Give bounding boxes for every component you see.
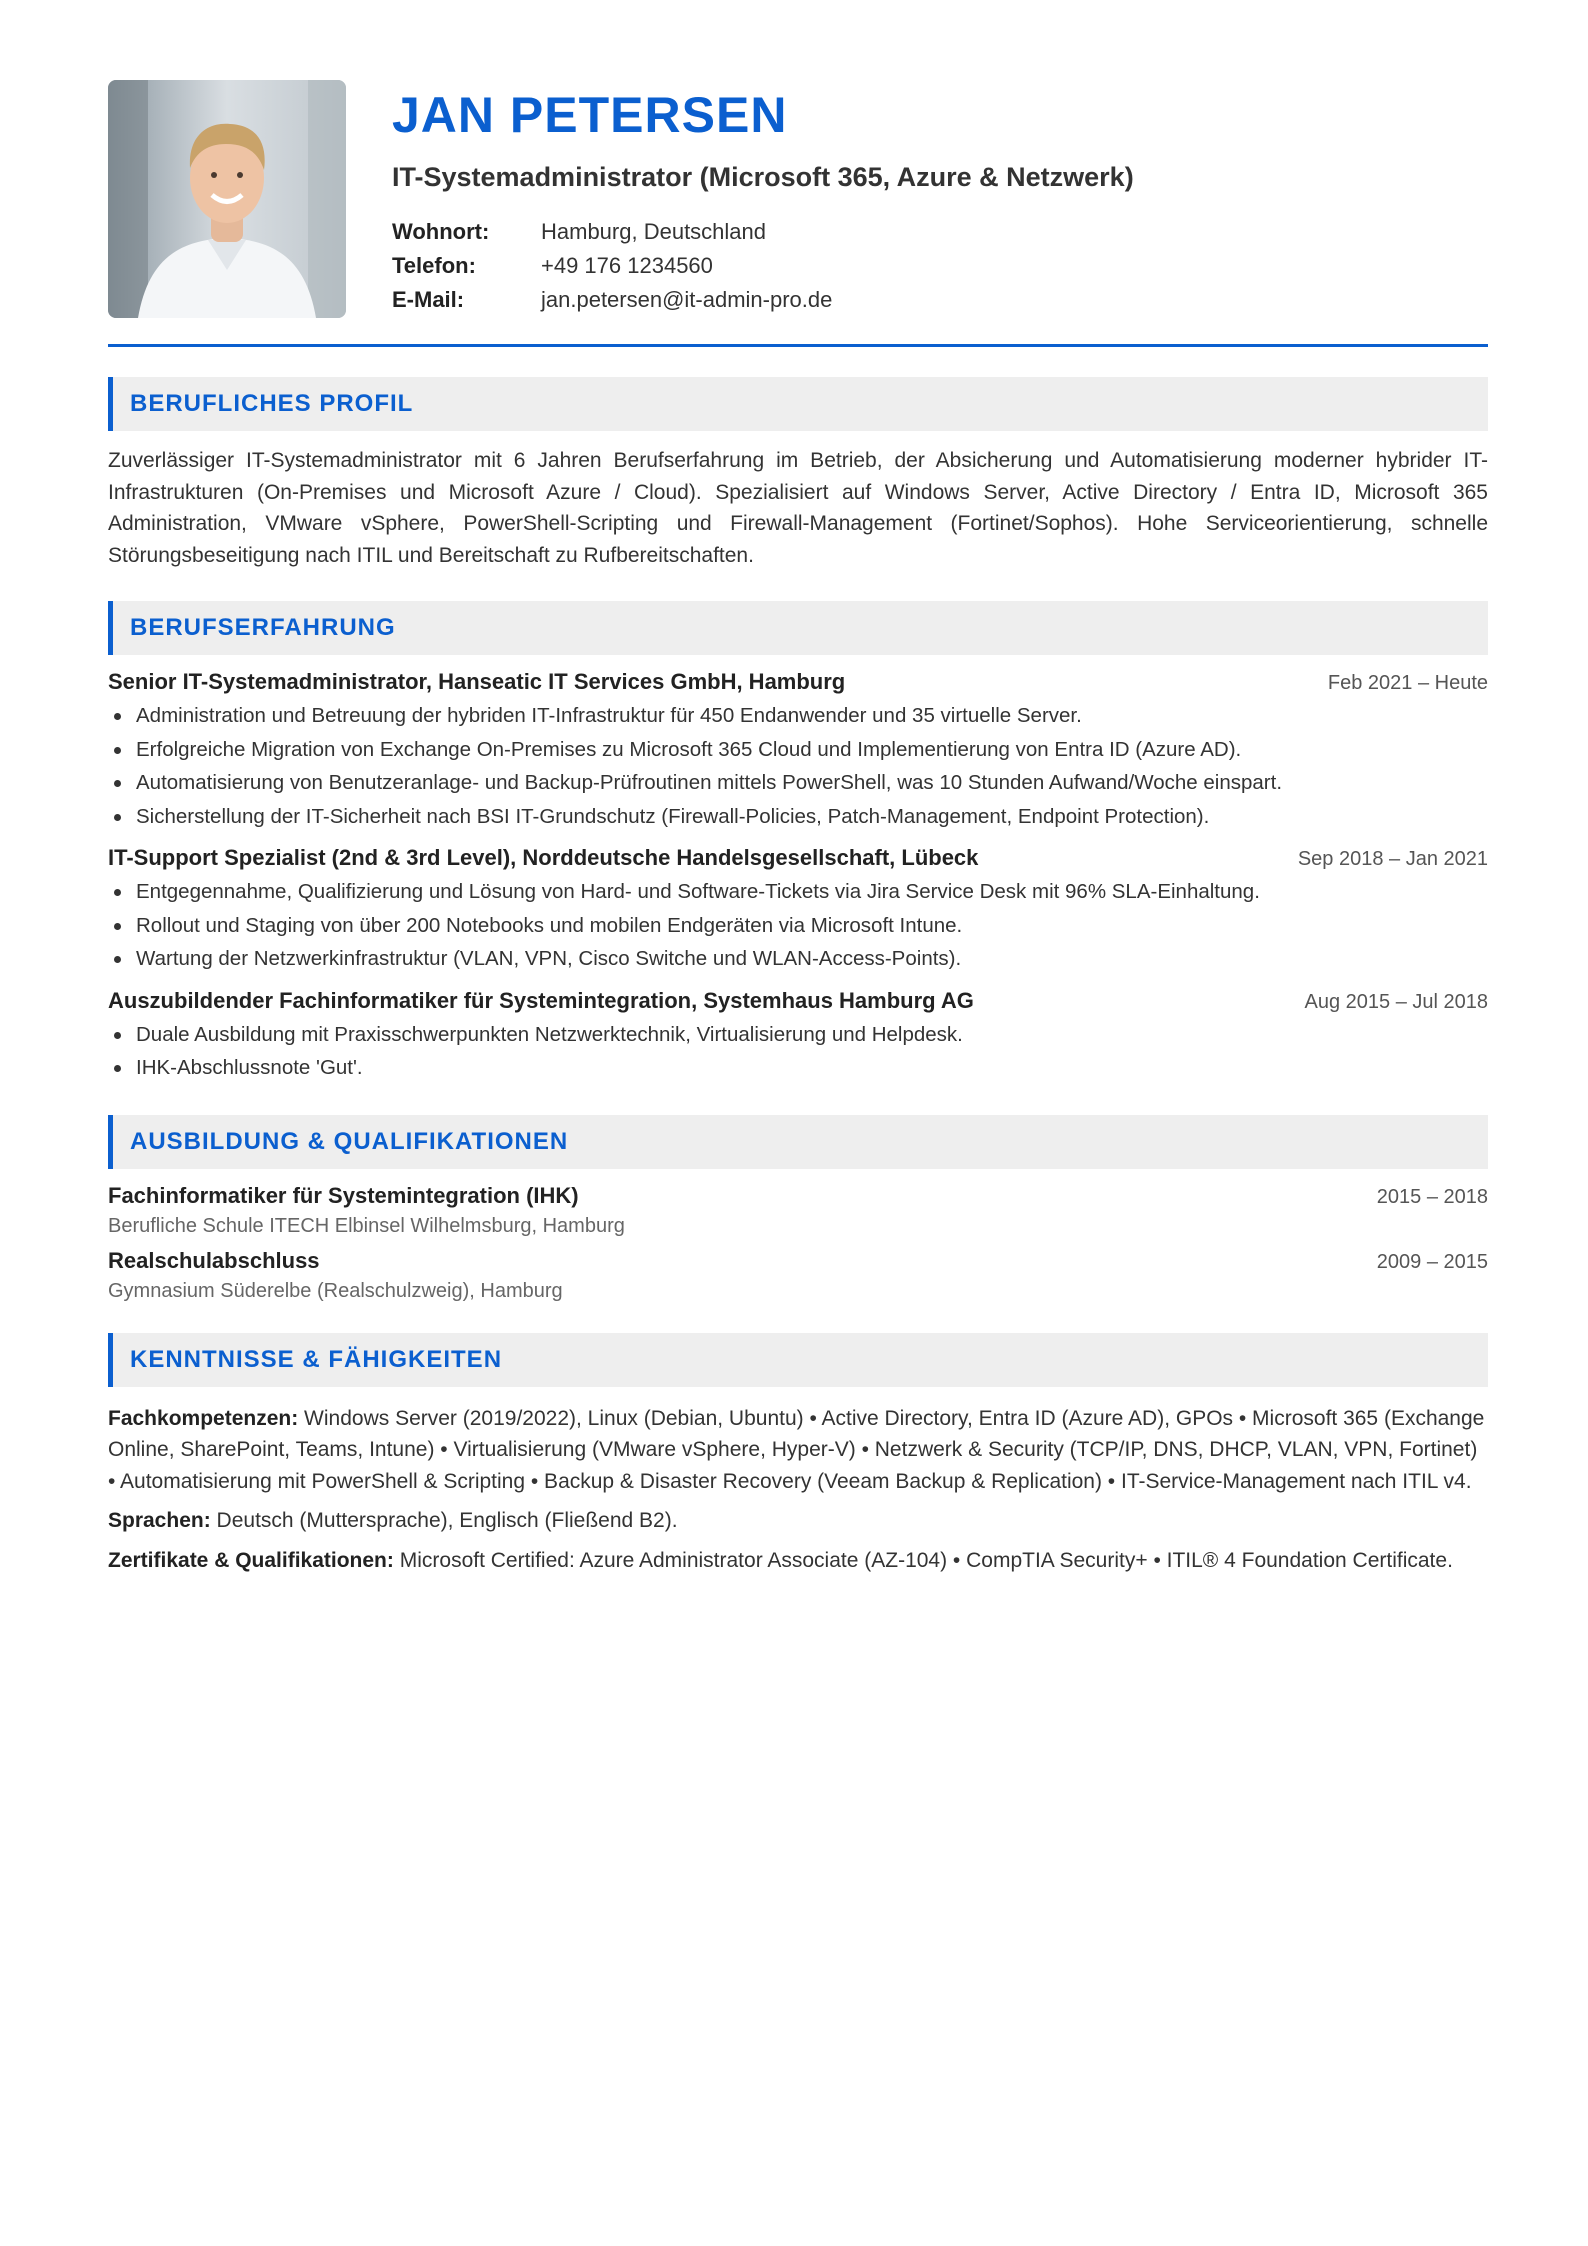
job-entry bbox=[108, 845, 1488, 976]
section-heading-education bbox=[108, 1115, 1488, 1169]
job-bullet-text: Automatisierung von Benutzeranlage- und Backup-Prüfroutinen mittels PowerShell, was 10 Stunden Aufwand/Woche einspart. bbox=[136, 771, 1283, 794]
education-date: 2015 – 2018 bbox=[1376, 1185, 1488, 1208]
phone-value: +49 176 1234560 bbox=[541, 253, 713, 278]
job-date: Aug 2015 – Jul 2018 bbox=[1304, 990, 1488, 1013]
job-date: Sep 2018 – Jan 2021 bbox=[1297, 848, 1488, 870]
job-bullet-text: Duale Ausbildung mit Praxisschwerpunkten Netzwerktechnik, Virtualisierung und Helpdesk. bbox=[136, 1022, 963, 1046]
job-bullet-text: Rollout und Staging von über 200 Notebooks und mobilen Endgeräten via Microsoft Intune. bbox=[136, 913, 963, 937]
education-entry bbox=[108, 1183, 1488, 1238]
skill-line-certificates bbox=[108, 1545, 1488, 1577]
job-position: Auszubildender Fachinformatiker für Systemintegration, Systemhaus Hamburg AG bbox=[108, 987, 974, 1013]
job-bullet bbox=[108, 909, 1488, 943]
job-bullet bbox=[108, 1018, 1488, 1052]
education-school: Gymnasium Süderelbe (Realschulzweig), Hamburg bbox=[108, 1279, 563, 1302]
job-bullet-text: IHK-Abschlussnote 'Gut'. bbox=[136, 1056, 363, 1079]
skill-line-languages bbox=[108, 1505, 1488, 1537]
skill-label: Sprachen: bbox=[108, 1509, 211, 1532]
contact-label: E-Mail: bbox=[392, 287, 465, 312]
job-bullet bbox=[108, 766, 1488, 800]
section-title: AUSBILDUNG & QUALIFIKATIONEN bbox=[130, 1127, 569, 1155]
job-bullet bbox=[108, 699, 1488, 733]
job-bullet bbox=[108, 1051, 1488, 1085]
contact-label: Telefon: bbox=[392, 253, 476, 278]
section-title: BERUFLICHES PROFIL bbox=[130, 390, 414, 417]
skill-label: Fachkompetenzen: bbox=[108, 1406, 299, 1430]
job-bullet bbox=[108, 800, 1488, 834]
contact-details bbox=[392, 215, 1134, 317]
job-entry bbox=[108, 988, 1488, 1085]
job-bullet-text: Administration und Betreuung der hybriden IT-Infrastruktur für 450 Endanwender und 35 virtuelle Server. bbox=[136, 704, 1082, 727]
job-date: Feb 2021 – Heute bbox=[1327, 672, 1488, 694]
job-bullet-text: Entgegennahme, Qualifizierung und Lösung von Hard- und Software-Tickets via Jira Service Desk mit 96% SLA-Einhaltung. bbox=[136, 880, 1260, 903]
candidate-name: JAN PETERSEN bbox=[392, 87, 788, 143]
header-divider bbox=[108, 344, 1488, 347]
skill-label: Zertifikate & Qualifikationen: bbox=[108, 1548, 394, 1572]
section-heading-skills bbox=[108, 1333, 1488, 1387]
job-position: Senior IT-Systemadministrator, Hanseatic IT Services GmbH, Hamburg bbox=[108, 669, 846, 694]
job-bullet bbox=[108, 942, 1488, 976]
profile-summary: Zuverlässiger IT-Systemadministrator mit 6 Jahren Berufserfahrung im Betrieb, der Absicherung und Automatisierung moderner hybrider IT-Infrastrukturen (On-Premises und Microsoft Azure / Cloud). Spezialisiert auf Windows Server, Active Directory / Entra ID, Microsoft 365 Administration, VMware vSphere, PowerShell-Scripting und Firewall-Management (Fortinet/Sophos). Hohe Serviceorientierung, schnelle Störungsbeseitigung nach ITIL und Bereitschaft zu Rufbereitschaften. bbox=[108, 449, 1488, 567]
email-value: jan.petersen@it-admin-pro.de bbox=[541, 287, 833, 312]
job-bullet-text: Wartung der Netzwerkinfrastruktur (VLAN, VPN, Cisco Switche und WLAN-Access-Points). bbox=[136, 947, 962, 970]
contact-row-email bbox=[392, 283, 1134, 317]
job-bullet-text: Sicherstellung der IT-Sicherheit nach BSI IT-Grundschutz (Firewall-Policies, Patch-Management, Endpoint Protection). bbox=[136, 804, 1210, 828]
section-heading-profile bbox=[108, 377, 1488, 431]
job-bullet bbox=[108, 733, 1488, 767]
job-entry bbox=[108, 669, 1488, 833]
job-bullet-text: Erfolgreiche Migration von Exchange On-Premises zu Microsoft 365 Cloud und Implementierung von Entra ID (Azure AD). bbox=[136, 737, 1242, 761]
section-title: KENNTNISSE & FÄHIGKEITEN bbox=[130, 1345, 503, 1373]
profile-photo bbox=[108, 80, 346, 318]
skills-block bbox=[108, 1403, 1488, 1577]
contact-row-phone bbox=[392, 249, 1134, 283]
job-title: IT-Systemadministrator (Microsoft 365, Azure & Netzwerk) bbox=[392, 162, 1134, 192]
contact-row-location bbox=[392, 215, 1134, 249]
header-info bbox=[392, 80, 1134, 317]
section-title: BERUFSERFAHRUNG bbox=[130, 614, 396, 641]
contact-label: Wohnort: bbox=[392, 219, 490, 244]
resume-header bbox=[108, 80, 1488, 318]
education-entry bbox=[108, 1248, 1488, 1303]
skill-line-competencies bbox=[108, 1403, 1488, 1498]
location-value: Hamburg, Deutschland bbox=[541, 219, 767, 244]
education-school: Berufliche Schule ITECH Elbinsel Wilhelmsburg, Hamburg bbox=[108, 1214, 625, 1237]
resume-page bbox=[108, 80, 1488, 1584]
skill-text: Microsoft Certified: Azure Administrator Associate (AZ-104) • CompTIA Security+ • ITIL® 4 Foundation Certificate. bbox=[399, 1548, 1453, 1572]
skill-text: Deutsch (Muttersprache), Englisch (Fließend B2). bbox=[216, 1509, 678, 1532]
education-date: 2009 – 2015 bbox=[1376, 1250, 1488, 1273]
job-position: IT-Support Spezialist (2nd & 3rd Level), Norddeutsche Handelsgesellschaft, Lübeck bbox=[108, 845, 979, 870]
skill-text: Windows Server (2019/2022), Linux (Debian, Ubuntu) • Active Directory, Entra ID (Azure AD), GPOs • Microsoft 365 (Exchange Online, SharePoint, Teams, Intune) • Virtualisierung (VMware vSphere, Hyper-V) • Netzwerk & Security (TCP/IP, DNS, DHCP, VLAN, VPN, Fortinet) • Automatisierung mit PowerShell & Scripting • Backup & Disaster Recovery (Veeam Backup & Replication) • IT-Service-Management nach ITIL v4. bbox=[108, 1406, 1485, 1493]
education-degree: Fachinformatiker für Systemintegration (IHK) bbox=[108, 1182, 579, 1208]
section-heading-experience bbox=[108, 601, 1488, 655]
education-degree: Realschulabschluss bbox=[108, 1247, 320, 1273]
job-bullet bbox=[108, 875, 1488, 909]
